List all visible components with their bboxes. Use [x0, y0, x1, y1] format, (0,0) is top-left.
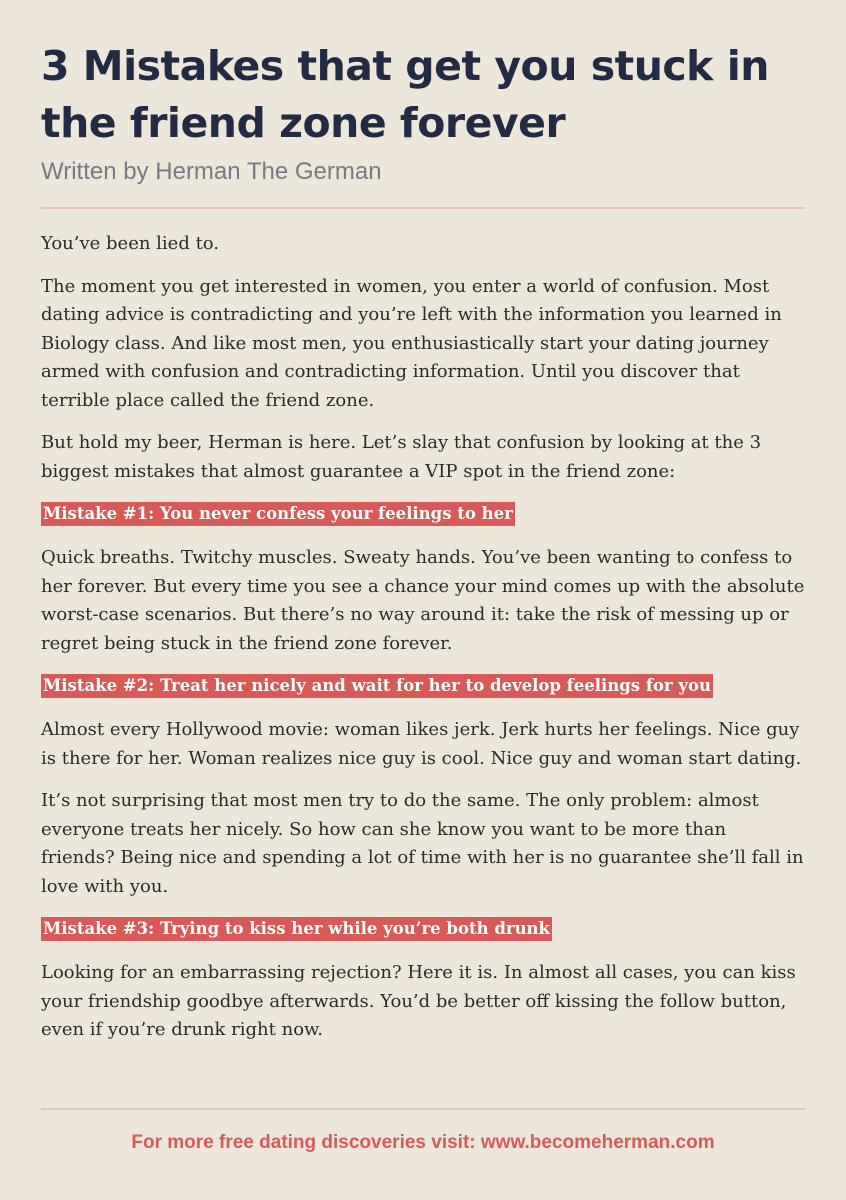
footer-divider — [41, 1108, 805, 1110]
intro-paragraph: You’ve been lied to. — [41, 233, 220, 254]
footer-promo: For more free dating discoveries visit: www.becomeherman.com — [131, 1132, 715, 1153]
mistake-heading: Mistake #3: Trying to kiss her while you’re both drunk — [41, 917, 552, 941]
article-body — [41, 230, 805, 1045]
article-byline: Written by Herman The German — [41, 158, 382, 185]
mistake-heading: Mistake #1: You never confess your feelings to her — [41, 502, 515, 526]
mistake-heading: Mistake #2: Treat her nicely and wait for her to develop feelings for you — [41, 674, 713, 698]
header-divider — [41, 207, 805, 209]
article-title: 3 Mistakes that get you stuck in the friend zone forever — [41, 42, 769, 147]
paragraph: The moment you get interested in women, you enter a world of confusion. Most dating advice is contradicting and you’re left with the information you learned in Biology class. And like most men, you enthusiastically start your dating journey armed with confusion and contradicting information. Until you discover that terrible place called the friend zone. — [41, 275, 782, 411]
paragraph: But hold my beer, Herman is here. Let’s slay that confusion by looking at the 3 biggest mistakes that almost guarantee a VIP spot in the friend zone: — [41, 432, 762, 482]
mistake-section-3 — [41, 915, 805, 1045]
mistake-section-1 — [41, 500, 805, 658]
paragraph: Looking for an embarrassing rejection? Here it is. In almost all cases, you can kiss your friendship goodbye afterwards. You’d be better off kissing the follow button, even if you’re drunk right now. — [41, 962, 796, 1040]
paragraph: Almost every Hollywood movie: woman likes jerk. Jerk hurts her feelings. Nice guy is there for her. Woman realizes nice guy is cool. Nice guy and woman start dating. — [41, 719, 802, 769]
paragraph: It’s not surprising that most men try to do the same. The only problem: almost everyone treats her nicely. So how can she know you want to be more than friends? Being nice and spending a lot of time with her is no guarantee she’ll fall in love with you. — [41, 790, 804, 897]
mistake-section-2 — [41, 672, 805, 901]
paragraph: Quick breaths. Twitchy muscles. Sweaty hands. You’ve been wanting to confess to her forever. But every time you see a chance your mind comes up with the absolute worst-case scenarios. But there’s no way around it: take the risk of messing up or regret being stuck in the friend zone forever. — [41, 547, 805, 654]
